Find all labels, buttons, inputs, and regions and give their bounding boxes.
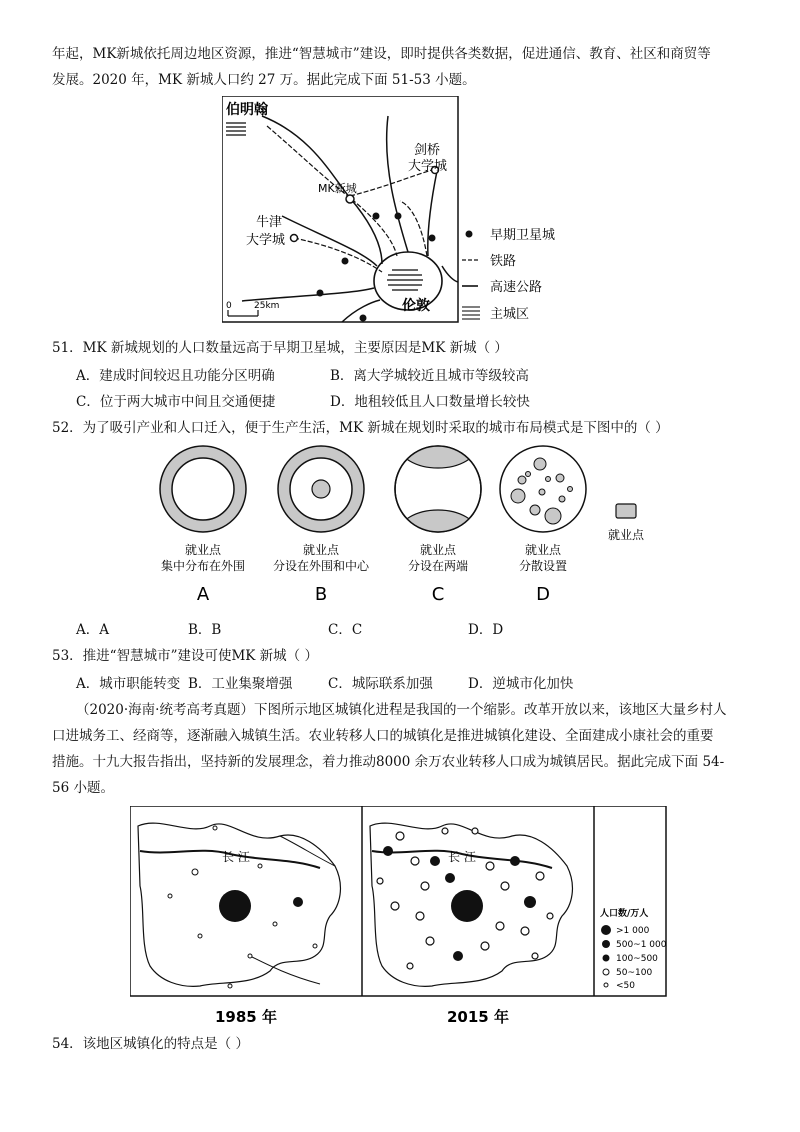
q52-option-b[interactable]: B．B — [188, 622, 222, 638]
passage2-line-4: 56 小题。 — [52, 780, 114, 796]
diagram-d — [500, 446, 586, 605]
q51-option-a[interactable]: A．建成时间较迟且功能分区明确 — [76, 368, 275, 384]
legend-railway: 铁路 — [490, 254, 517, 269]
q51-stem: 51．MK 新城规划的人口数量远高于早期卫星城，主要原因是MK 新城（ ） — [52, 340, 508, 356]
q53-stem: 53．推进“智慧城市”建设可使MK 新城（ ） — [52, 648, 318, 664]
label-cambridge-2: 大学城 — [408, 159, 448, 174]
river-label-2015: 长 江 — [448, 850, 476, 864]
q54-stem: 54．该地区城镇化的特点是（ ） — [52, 1036, 249, 1052]
urbanization-maps — [130, 806, 670, 1032]
diagram-a-line2: 集中分布在外围 — [160, 559, 246, 573]
legend-satellite: 早期卫星城 — [490, 228, 556, 243]
diagram-a-line1: 就业点 — [184, 543, 222, 557]
diagram-b-letter: B — [314, 584, 328, 605]
q51-option-d[interactable]: D．地租较低且人口数量增长较快 — [330, 394, 530, 410]
label-mk: MK新城 — [318, 182, 357, 195]
diagram-b-line1: 就业点 — [302, 543, 340, 557]
q53-option-a[interactable]: A．城市职能转变 — [76, 676, 181, 692]
diagram-b — [273, 446, 370, 605]
diagram-c-letter: C — [431, 584, 445, 605]
q53-option-b[interactable]: B．工业集聚增强 — [188, 676, 293, 692]
diagram-d-line1: 就业点 — [524, 543, 562, 557]
river-label-1985: 长 江 — [222, 850, 250, 864]
label-london: 伦敦 — [402, 298, 430, 314]
uk-satellite-city-map — [222, 96, 562, 332]
oxford-marker — [291, 235, 298, 242]
q52-option-a[interactable]: A．A — [76, 622, 109, 638]
diagram-d-line2: 分散设置 — [518, 559, 568, 573]
employment-legend-label: 就业点 — [607, 528, 645, 542]
q52-stem: 52．为了吸引产业和人口迁入，便于生产生活，MK 新城在规划时采取的城市布局模式是下图中的（ ） — [52, 420, 669, 436]
legend-main-city-icon — [462, 307, 480, 319]
city-layout-diagrams — [150, 444, 650, 606]
diagram-d-letter: D — [536, 584, 550, 605]
label-birmingham: 伯明翰 — [226, 102, 268, 118]
passage2-line-3: 措施。十九大报告指出，坚持新的发展理念，着力推动8000 余万农业转移人口成为城镇居民。据此完成下面 54- — [52, 754, 725, 770]
legend-item-2: 500~1 000 — [616, 940, 667, 950]
label-cambridge-1: 剑桥 — [414, 143, 441, 158]
label-oxford-2: 大学城 — [246, 233, 286, 248]
diagram-a-letter: A — [196, 584, 210, 605]
legend-highway: 高速公路 — [490, 280, 543, 295]
passage2-line-1: （2020·海南·统考高考真题）下图所示地区城镇化进程是我国的一个缩影。改革开放以来，该地区大量乡村人 — [76, 702, 727, 718]
scale-zero: 0 — [226, 301, 232, 311]
label-oxford-1: 牛津 — [256, 215, 283, 230]
q53-option-c[interactable]: C．城际联系加强 — [328, 676, 433, 692]
mk-newtown-marker — [346, 195, 354, 203]
q51-option-b[interactable]: B．离大学城较近且城市等级较高 — [330, 368, 529, 384]
legend-main-city: 主城区 — [490, 307, 530, 322]
q53-option-d[interactable]: D．逆城市化加快 — [468, 676, 574, 692]
year-1985-label: 1985 年 — [215, 1008, 277, 1026]
legend-item-3: 100~500 — [616, 954, 658, 964]
legend-item-4: 50~100 — [616, 968, 653, 978]
intro-line-2: 发展。2020 年，MK 新城人口约 27 万。据此完成下面 51-53 小题。 — [52, 72, 476, 88]
intro-line-1: 年起，MK新城依托周边地区资源，推进“智慧城市”建设，即时提供各类数据，促进通信、教育、社区和商贸等 — [52, 46, 711, 62]
diagram-c-line1: 就业点 — [419, 543, 457, 557]
diagram-c — [395, 444, 481, 605]
q51-option-c[interactable]: C．位于两大城市中间且交通便捷 — [76, 394, 276, 410]
q52-option-c[interactable]: C．C — [328, 622, 363, 638]
employment-legend-swatch — [616, 504, 636, 518]
legend-satellite-icon — [466, 231, 473, 238]
legend-item-1: >1 000 — [616, 926, 650, 936]
diagram-b-line2: 分设在外围和中心 — [272, 559, 370, 573]
legend-item-5: <50 — [616, 981, 635, 991]
legend-title: 人口数/万人 — [600, 909, 649, 919]
scale-km: 25km — [254, 301, 280, 311]
year-2015-label: 2015 年 — [447, 1008, 509, 1026]
diagram-c-line2: 分设在两端 — [407, 559, 469, 573]
q52-option-d[interactable]: D．D — [468, 622, 504, 638]
diagram-a — [160, 446, 246, 605]
passage2-line-2: 口进城务工、经商等，逐渐融入城镇生活。农业转移人口的城镇化是推进城镇化建设、全面建成小康社会的重要 — [52, 728, 714, 744]
